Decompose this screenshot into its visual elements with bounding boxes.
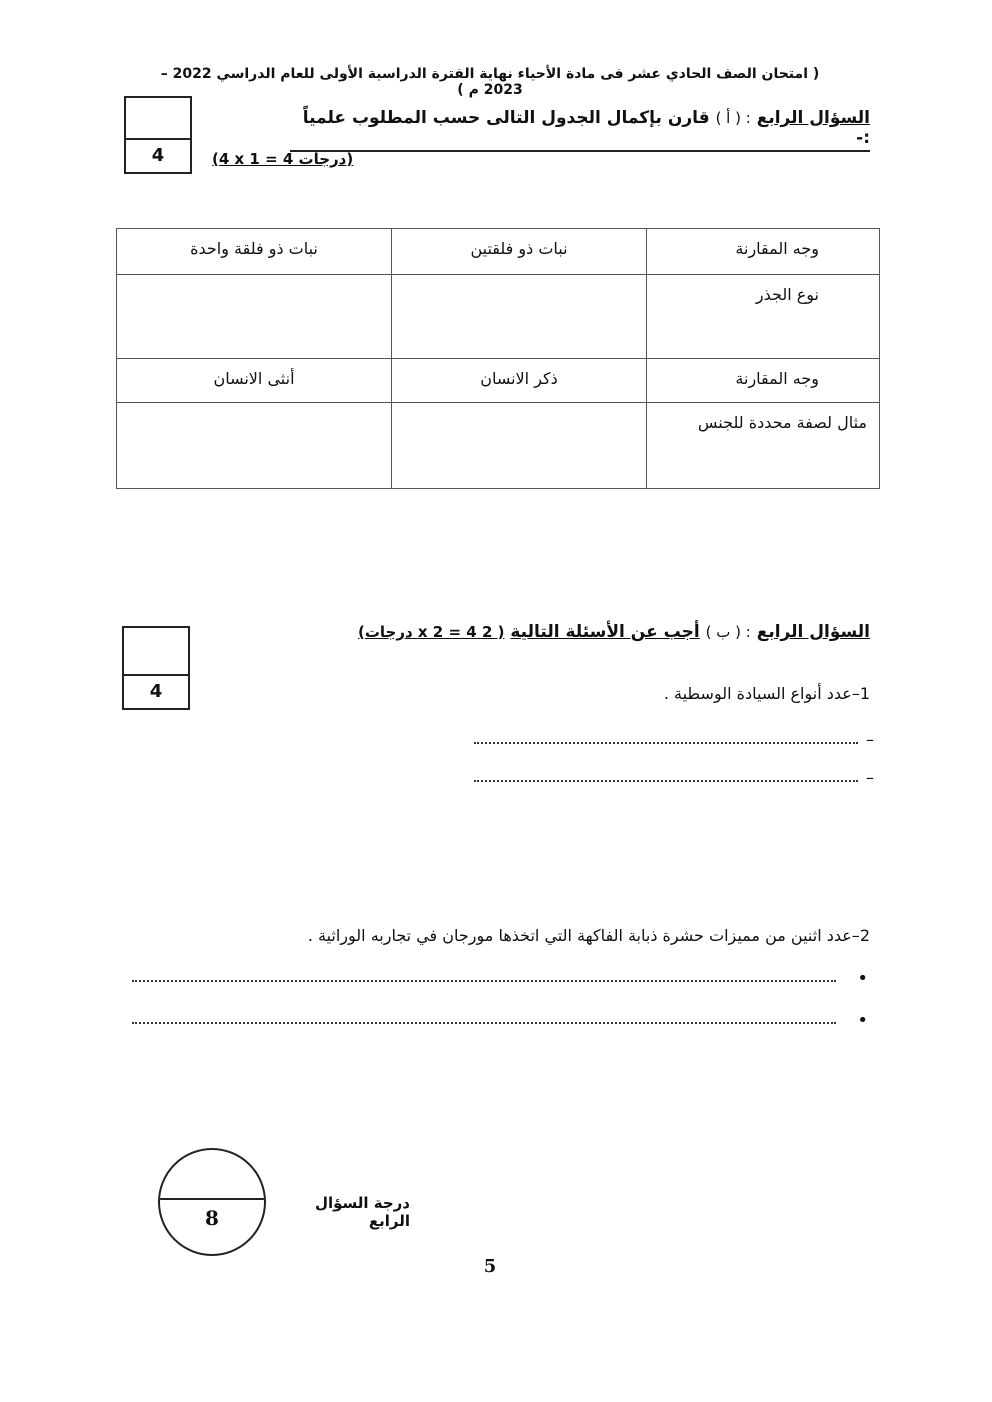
table-answer-cell[interactable] <box>392 275 647 359</box>
answer-line[interactable] <box>474 730 874 750</box>
question-1-text: 1–عدد أنواع السيادة الوسطية . <box>663 684 870 703</box>
part-b-instruction: أجب عن الأسئلة التالية <box>510 622 700 642</box>
question-2-text: 2–عدد اثنين من مميزات حشرة ذبابة الفاكهة التي اتخذها مورجان في تجاربه الوراثية . <box>307 926 870 945</box>
table-row <box>117 229 880 275</box>
dotted-line <box>474 780 858 782</box>
table-cell: نبات ذو فلقة واحدة <box>117 229 392 275</box>
page-number: 5 <box>483 1256 497 1277</box>
answer-bullet: • <box>857 1010 868 1031</box>
score-box-part-b <box>122 626 190 710</box>
score-box-max: 4 <box>151 145 165 166</box>
exam-header: ( امتحان الصف الحادي عشر فى مادة الأحياء نهاية الفترة الدراسية الأولى للعام الدراسي 2022 – 2023 م ) <box>160 66 820 98</box>
part-a-marks: (4 x 1 = 4 درجات) <box>212 150 354 168</box>
table-cell: مثال لصفة محددة للجنس <box>647 403 880 489</box>
part-b-question-label: السؤال الرابع <box>756 622 870 642</box>
answer-bullet: • <box>857 968 868 989</box>
total-score-value: 8 <box>205 1206 219 1230</box>
dotted-line <box>474 742 858 744</box>
score-box-blank <box>124 628 188 676</box>
answer-line[interactable] <box>132 1010 872 1030</box>
table-answer-cell[interactable] <box>392 403 647 489</box>
part-a-question-label: السؤال الرابع <box>756 108 870 128</box>
table-cell: نوع الجذر <box>647 275 880 359</box>
answer-line[interactable] <box>132 968 872 988</box>
table-row <box>117 275 880 359</box>
total-score-circle <box>158 1148 266 1256</box>
score-box-part-a <box>124 96 192 174</box>
part-b-marks: ( 2 x 2 = 4 درجات) <box>357 623 505 641</box>
table-answer-cell[interactable] <box>117 403 392 489</box>
circle-divider <box>160 1198 264 1200</box>
part-a-instruction: قارن بإكمال الجدول التالى حسب المطلوب علمياً :- <box>302 108 870 148</box>
table-cell: وجه المقارنة <box>647 359 880 403</box>
dotted-line <box>132 980 836 982</box>
part-b-label: : ( ب ) <box>705 623 751 641</box>
comparison-table <box>116 228 880 489</box>
answer-line[interactable] <box>474 768 874 788</box>
part-a-title <box>290 108 870 152</box>
score-box-max: 4 <box>149 681 163 702</box>
answer-dash: – <box>866 768 874 787</box>
table-cell: أنثى الانسان <box>117 359 392 403</box>
part-b-title <box>330 622 870 642</box>
table-cell: ذكر الانسان <box>392 359 647 403</box>
answer-dash: – <box>866 730 874 749</box>
total-score-label: درجة السؤال الرابع <box>314 1194 410 1230</box>
part-a-label: : ( أ ) <box>715 109 751 127</box>
table-cell: نبات ذو فلقتين <box>392 229 647 275</box>
table-cell: وجه المقارنة <box>647 229 880 275</box>
table-answer-cell[interactable] <box>117 275 392 359</box>
table-row <box>117 403 880 489</box>
dotted-line <box>132 1022 836 1024</box>
table-row <box>117 359 880 403</box>
score-box-blank <box>126 98 190 140</box>
